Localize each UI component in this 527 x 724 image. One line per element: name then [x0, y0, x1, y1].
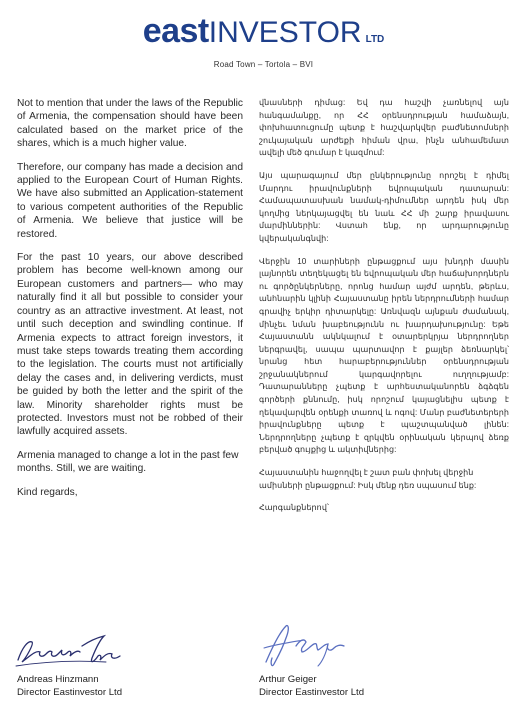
signatory-title: Director Eastinvestor Ltd	[259, 686, 365, 698]
company-logo	[0, 14, 527, 48]
signatory-name: Andreas Hinzmann	[17, 674, 99, 685]
logo-east-text: east	[142, 12, 209, 50]
english-closing: Kind regards,	[17, 486, 78, 498]
armenian-closing: Հարգանքներով՝	[259, 503, 329, 513]
armenian-paragraph: Այս պարագայում մեր ընկերությունը որոշել է դիմել Մարդու իրավունքների եվրոպական դատարան: Համապատասխան նամակ-դիմումներ արդեն իսկ մեր կողմից ներկայացվել են նաև ՀՀ մի շարք իրավասու մարմիններին: Վստահ ենք, որ արդարությունը կվերականգնվի:	[259, 170, 509, 243]
signature-right-image	[256, 618, 366, 674]
armenian-paragraph: վնասների դիմաց: Եվ դա հաշվի չառնելով այն հանգամանքը, որ ՀՀ օրենսդրության համաձայն, փոխհատուցումը պետք է հաշվարկվեր բաժնետոմսերի շուկայական արժեքի հիման վրա, ինչն անհամեմատ ավելի մեծ գումար է կազմում:	[259, 98, 509, 158]
signature-block-right	[259, 674, 364, 699]
english-paragraph: Not to mention that under the laws of the Republic of Armenia, the compensation should have been calculated based on the market price of the shares, which is a much higher value.	[17, 98, 243, 150]
armenian-paragraph: Հայաստանին հաջողվել է շատ բան փոխել վերջին ամիսների ընթացքում: Իսկ մենք դեռ սպասում ենք:	[259, 468, 477, 490]
english-paragraph: For the past 10 years, our above described problem has become well-known among our European customers and partners— who may naturally find it all but possible to consider your country as an attractive investment. At least, not until such deception and swindling continue. If Armenia expects to attract foreign investors, it must take steps towards treating them according to the legislation. The courts must not artificially delay the cases and, in delivering verdicts, must be guided by both the letter and the spirit of the law. Minority shareholder rights must be protected. Investors must not be robbed of their lawfully acquired assets.	[17, 252, 243, 438]
letterhead	[0, 14, 527, 69]
logo-investor-text: INVESTOR	[208, 16, 362, 49]
company-address: Road Town – Tortola – BVI	[213, 60, 314, 69]
english-paragraph: Therefore, our company has made a decision and applied to the European Court of Human Rights. We have also submitted an Application-statement to various competent authorities of the Republic of Armenia. We believe that justice will be restored.	[17, 161, 243, 240]
armenian-paragraph: Վերջին 10 տարիների ընթացքում այս խնդրի մասին լայնորեն տեղեկացել են եվրոպական մեր հաճախորդներն ու գործընկերները, որոնց համար այժմ արդեն, թերևս, անհնարին կլինի Հայաստանը իրեն ներդրումների համար գրավիչ երկիր դիտարկելը: Առնվազն այնքան ժամանակ, մինչեւ նման խաբեությունն ու խարդախությունը: Եթե Հայաստանն ակնկալում է օտարերկրյա ներդրողներ ներգրավել, սապա պարտավոր է քայլեր ձեռնարկել՝ նրանց հետ հարաբերություններ օրենսդրության շրջանակներում կարգավորելու ուղղությամբ: Դատարանները չպետք է արհեստականորեն ձգձգեն գործերի քննումը, իսկ որոշում կայացնելիս պետք է ղեկավարվեն օրենքի տառով և ոգով: Մանր բաժնետերերի իրավունքները պետք է պաշտպանված լինեն: Ներդրողները չպետք է զրկվեն օրինական կերպով ձեռք բերված գույքից և ակտիվներից:	[259, 256, 509, 455]
signature-block-left	[17, 674, 122, 699]
signatory-name: Arthur Geiger	[259, 674, 317, 685]
signatory-title: Director Eastinvestor Ltd	[17, 686, 123, 698]
english-paragraph: Armenia managed to change a lot in the past few months. Still, we are waiting.	[17, 449, 239, 475]
signature-left-image	[12, 626, 132, 674]
logo-ltd-text: LTD	[365, 34, 385, 45]
armenian-column	[259, 97, 509, 525]
english-column	[17, 97, 243, 509]
